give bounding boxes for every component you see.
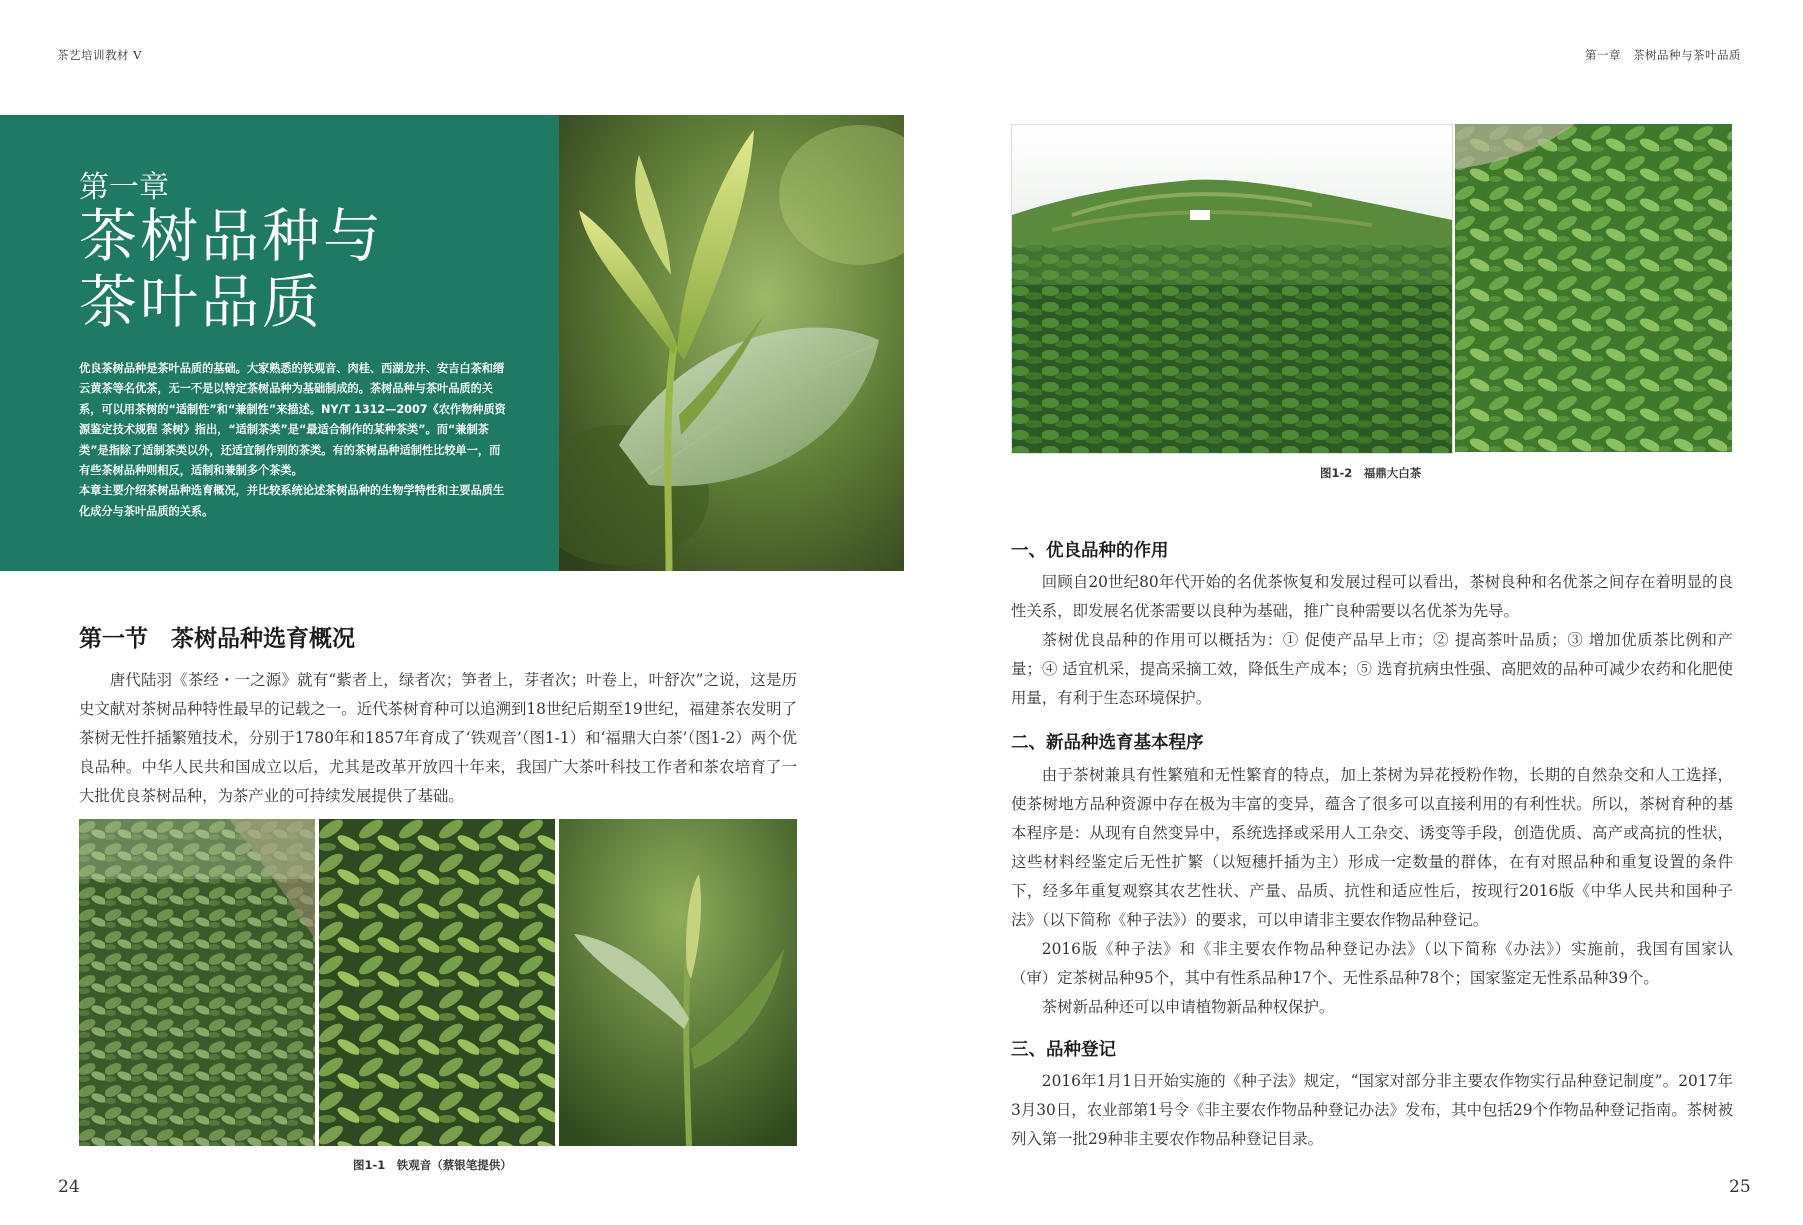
section-body <box>79 666 797 811</box>
section-paragraph: 茶树优良品种的作用可以概括为：① 促使产品早上市；② 提高茶叶品质；③ 增加优质茶比例和产量；④ 适宜机采，提高采摘工效，降低生产成本；⑤ 选育抗病虫性强、高肥效的品种可减少农药和化肥使用量，有利于生态环境保护。 <box>1011 631 1733 707</box>
section-title: 二、新品种选育基本程序 <box>1011 733 1204 753</box>
tieguanyin-bud-photo <box>559 819 797 1146</box>
section-body <box>1011 761 1733 1022</box>
page-number-right: 25 <box>1729 1177 1751 1197</box>
chapter-title-line2: 茶叶品质 <box>79 268 324 336</box>
section-title: 三、品种登记 <box>1011 1040 1116 1060</box>
running-head-left: 茶艺培训教材 V <box>57 48 142 62</box>
figure-caption: 图1-2 福鼎大白茶 <box>1320 466 1422 480</box>
section-paragraph: 茶树新品种还可以申请植物新品种权保护。 <box>1041 998 1335 1016</box>
chapter-title-line1: 茶树品种与 <box>79 202 385 270</box>
chapter-intro <box>79 359 509 522</box>
section-body <box>1011 568 1733 713</box>
figure-caption: 图1-1 铁观音（蔡银笔提供） <box>353 1158 512 1172</box>
tea-bud-photo <box>559 115 904 571</box>
fuding-dabai-bush-photo <box>1455 124 1732 452</box>
tea-field-photo <box>79 819 315 1146</box>
running-head-right: 第一章 茶树品种与茶叶品质 <box>1585 48 1741 62</box>
section-body <box>1011 1067 1733 1154</box>
section-paragraph: 回顾自20世纪80年代开始的名优茶恢复和发展过程可以看出，茶树良种和名优茶之间存在着明显的良性关系，即发展名优茶需要以良种为基础，推广良种需要以名优茶为先导。 <box>1011 573 1733 620</box>
section-paragraph: 唐代陆羽《茶经・一之源》就有“紫者上，绿者次；笋者上，芽者次；叶卷上，叶舒次”之说，这是历史文献对茶树品种特性最早的记载之一。近代茶树育种可以追溯到18世纪后期至19世纪，福建茶农发明了茶树无性扦插繁殖技术，分别于1780年和1857年育成了‘铁观音’（图1-1）和‘福鼎大白茶’（图1-2）两个优良品种。中华人民共和国成立以后，尤其是改革开放四十年来，我国广大茶叶科技工作者和茶农培育了一大批优良茶树品种，为茶产业的可持续发展提供了基础。 <box>79 671 797 805</box>
section-title: 第一节 茶树品种选育概况 <box>79 625 355 652</box>
section-paragraph: 2016年1月1日开始实施的《种子法》规定，“国家对部分非主要农作物实行品种登记制度”。2017年3月30日，农业部第1号令《非主要农作物品种登记办法》发布，其中包括29个作物品种登记指南。茶树被列入第一批29种非主要农作物品种登记目录。 <box>1011 1072 1733 1148</box>
page-number-left: 24 <box>58 1177 80 1197</box>
tea-plantation-terraces-photo <box>1011 124 1453 454</box>
section-title: 一、优良品种的作用 <box>1011 541 1169 561</box>
section-paragraph: 由于茶树兼具有性繁殖和无性繁育的特点，加上茶树为异花授粉作物，长期的自然杂交和人工选择，使茶树地方品种资源中存在极为丰富的变异，蕴含了很多可以直接利用的有利性状。所以，茶树育种的基本程序是：从现有自然变异中，系统选择或采用人工杂交、诱变等手段，创造优质、高产或高抗的性状，这些材料经鉴定后无性扩繁（以短穗扦插为主）形成一定数量的群体，在有对照品种和重复设置的条件下，经多年重复观察其农艺性状、产量、品质、抗性和适应性后，按现行2016版《中华人民共和国种子法》（以下简称《种子法》）的要求，可以申请非主要农作物品种登记。 <box>1011 766 1733 929</box>
chapter-label: 第一章 <box>79 170 169 205</box>
tea-shoots-photo <box>319 819 555 1146</box>
chapter-intro-paragraph: 优良茶树品种是茶叶品质的基础。大家熟悉的铁观音、肉桂、西湖龙井、安吉白茶和缙云黄茶等名优茶，无一不是以特定茶树品种为基础制成的。茶树品种与茶叶品质的关系，可以用茶树的“适制性”和“兼制性”来描述。NY/T 1312—2007《农作物种质资源鉴定技术规程 茶树》指出，“适制茶类”是“最适合制作的某种茶类”。而“兼制茶类”是指除了适制茶类以外，还适宜制作别的茶类。有的茶树品种适制性比较单一，而有些茶树品种则相反，适制和兼制多个茶类。 <box>79 362 506 478</box>
chapter-intro-paragraph: 本章主要介绍茶树品种选育概况，并比较系统论述茶树品种的生物学特性和主要品质生化成分与茶叶品质的关系。 <box>79 484 505 518</box>
chapter-title <box>79 203 384 335</box>
section-paragraph: 2016版《种子法》和《非主要农作物品种登记办法》（以下简称《办法》）实施前，我国有国家认（审）定茶树品种95个，其中有性系品种17个、无性系品种78个；国家鉴定无性系品种39个。 <box>1011 940 1733 987</box>
